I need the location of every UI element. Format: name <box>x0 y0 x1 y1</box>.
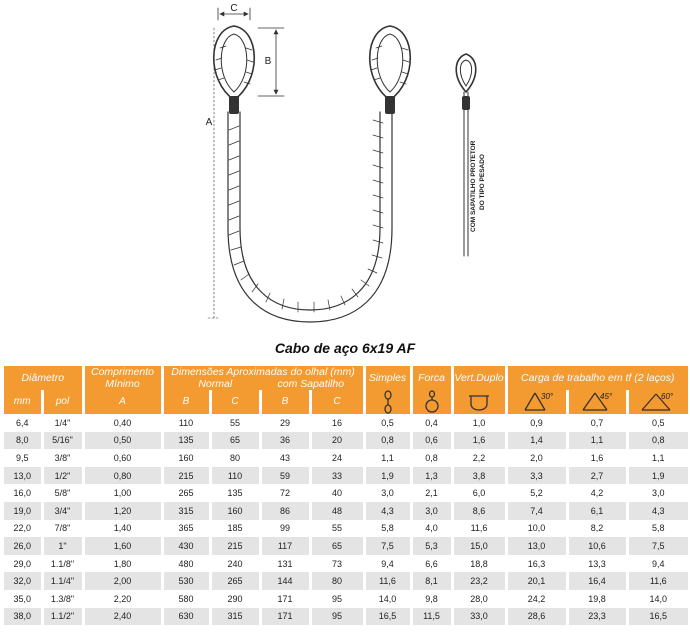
table-cell: 55 <box>210 414 260 432</box>
table-cell: 630 <box>162 608 210 626</box>
table-cell: 1,40 <box>83 520 162 538</box>
table-row <box>4 590 688 608</box>
table-cell: 32,0 <box>4 572 42 590</box>
table-cell: 19,8 <box>567 590 627 608</box>
header-com-sapatilho: com Sapatilho <box>277 378 345 390</box>
table-cell: 29 <box>260 414 310 432</box>
table-cell: 6,1 <box>567 502 627 520</box>
table-cell: 5/8" <box>42 484 83 502</box>
table-row <box>4 572 688 590</box>
table-cell: 0,80 <box>83 467 162 485</box>
table-cell: 290 <box>210 590 260 608</box>
table-cell: 55 <box>310 520 364 538</box>
table-cell: 10,0 <box>506 520 567 538</box>
header-vert-duplo: Vert.Duplo <box>452 366 506 390</box>
table-cell: 33 <box>310 467 364 485</box>
table-row <box>4 484 688 502</box>
table-cell: 3/8" <box>42 449 83 467</box>
table-cell: 72 <box>260 484 310 502</box>
table-cell: 2,7 <box>567 467 627 485</box>
table-cell: 5,3 <box>411 537 452 555</box>
table-cell: 28,6 <box>506 608 567 626</box>
table-cell: 2,20 <box>83 590 162 608</box>
table-cell: 8,0 <box>4 432 42 450</box>
table-cell: 18,8 <box>452 555 506 573</box>
table-cell: 1.1/8" <box>42 555 83 573</box>
specs-table <box>4 366 688 625</box>
table-cell: 13,0 <box>4 467 42 485</box>
table-cell: 7,4 <box>506 502 567 520</box>
table-row <box>4 502 688 520</box>
header-row-bottom <box>4 390 688 414</box>
table-cell: 16,4 <box>567 572 627 590</box>
table-cell: 1,9 <box>627 467 688 485</box>
table-cell: 20 <box>310 432 364 450</box>
table-cell: 1,1 <box>364 449 411 467</box>
table-cell: 1,1 <box>627 449 688 467</box>
table-cell: 13,3 <box>567 555 627 573</box>
header-a: A <box>83 390 162 414</box>
table-cell: 1.1/4" <box>42 572 83 590</box>
table-cell: 16,3 <box>506 555 567 573</box>
header-dimensoes-subtitles <box>164 378 363 390</box>
angle-30-label: 30° <box>540 392 553 401</box>
header-b-normal: B <box>162 390 210 414</box>
table-cell: 15,0 <box>452 537 506 555</box>
table-cell: 16,5 <box>627 608 688 626</box>
table-cell: 80 <box>210 449 260 467</box>
forca-icon <box>411 390 452 414</box>
table-cell: 1,6 <box>567 449 627 467</box>
header-comprimento <box>83 366 162 390</box>
table-cell: 2,0 <box>506 449 567 467</box>
angle-30-icon <box>506 390 567 414</box>
table-cell: 1,00 <box>83 484 162 502</box>
table-cell: 1,20 <box>83 502 162 520</box>
table-cell: 24,2 <box>506 590 567 608</box>
vert-duplo-icon <box>452 390 506 414</box>
table-cell: 1.1/2" <box>42 608 83 626</box>
simples-icon <box>364 390 411 414</box>
table-cell: 80 <box>310 572 364 590</box>
table-cell: 8,1 <box>411 572 452 590</box>
header-c-sapatilho: C <box>310 390 364 414</box>
angle-45-icon <box>567 390 627 414</box>
table-cell: 19,0 <box>4 502 42 520</box>
table-cell: 22,0 <box>4 520 42 538</box>
table-cell: 40 <box>310 484 364 502</box>
header-carga: Carga de trabalho em tf (2 laços) <box>506 366 688 390</box>
table-cell: 215 <box>162 467 210 485</box>
table-cell: 3/4" <box>42 502 83 520</box>
table-cell: 1/2" <box>42 467 83 485</box>
table-cell: 99 <box>260 520 310 538</box>
table-row <box>4 537 688 555</box>
table-cell: 7/8" <box>42 520 83 538</box>
table-cell: 1,3 <box>411 467 452 485</box>
table-cell: 0,60 <box>83 449 162 467</box>
table-cell: 95 <box>310 590 364 608</box>
header-forca: Forca <box>411 366 452 390</box>
table-row <box>4 432 688 450</box>
table-cell: 1,9 <box>364 467 411 485</box>
table-cell: 8,6 <box>452 502 506 520</box>
table-cell: 2,00 <box>83 572 162 590</box>
table-cell: 9,8 <box>411 590 452 608</box>
table-cell: 315 <box>210 608 260 626</box>
table-cell: 0,5 <box>627 414 688 432</box>
table-cell: 1,0 <box>452 414 506 432</box>
header-pol: pol <box>42 390 83 414</box>
table-cell: 1,80 <box>83 555 162 573</box>
table-cell: 29,0 <box>4 555 42 573</box>
table-cell: 530 <box>162 572 210 590</box>
table-cell: 160 <box>210 502 260 520</box>
table-cell: 0,8 <box>627 432 688 450</box>
header-row-top <box>4 366 688 390</box>
thimble-caption-2: DO TIPO PESADO <box>479 154 486 210</box>
table-cell: 4,3 <box>364 502 411 520</box>
table-cell: 26,0 <box>4 537 42 555</box>
header-c-normal: C <box>210 390 260 414</box>
table-cell: 480 <box>162 555 210 573</box>
dimension-b-label: B <box>264 56 272 67</box>
table-cell: 11,6 <box>364 572 411 590</box>
table-cell: 5,2 <box>506 484 567 502</box>
table-cell: 35,0 <box>4 590 42 608</box>
table-cell: 185 <box>210 520 260 538</box>
table-cell: 110 <box>162 414 210 432</box>
page-title: Cabo de aço 6x19 AF <box>274 340 416 356</box>
table-row <box>4 555 688 573</box>
table-cell: 1,1 <box>567 432 627 450</box>
table-cell: 0,9 <box>506 414 567 432</box>
table-cell: 3,3 <box>506 467 567 485</box>
table-cell: 7,5 <box>627 537 688 555</box>
table-row <box>4 467 688 485</box>
table-cell: 86 <box>260 502 310 520</box>
header-comprimento-l1: Comprimento <box>91 366 155 378</box>
table-cell: 3,0 <box>364 484 411 502</box>
header-mm: mm <box>4 390 42 414</box>
table-cell: 65 <box>310 537 364 555</box>
table-cell: 135 <box>162 432 210 450</box>
table-cell: 10,6 <box>567 537 627 555</box>
table-cell: 5/16" <box>42 432 83 450</box>
table-cell: 1/4" <box>42 414 83 432</box>
table-cell: 38,0 <box>4 608 42 626</box>
table-cell: 4,2 <box>567 484 627 502</box>
table-row <box>4 608 688 626</box>
table-cell: 580 <box>162 590 210 608</box>
table-cell: 16,0 <box>4 484 42 502</box>
header-dimensoes <box>162 366 364 390</box>
table-cell: 48 <box>310 502 364 520</box>
table-cell: 0,5 <box>364 414 411 432</box>
table-cell: 265 <box>210 572 260 590</box>
table-cell: 95 <box>310 608 364 626</box>
table-cell: 1" <box>42 537 83 555</box>
table-cell: 24 <box>310 449 364 467</box>
table-cell: 5,8 <box>364 520 411 538</box>
table-cell: 1.3/8" <box>42 590 83 608</box>
angle-60-label: 60° <box>661 392 674 401</box>
table-cell: 0,50 <box>83 432 162 450</box>
table-cell: 65 <box>210 432 260 450</box>
table-cell: 3,8 <box>452 467 506 485</box>
specs-table-body <box>4 414 688 625</box>
table-cell: 16 <box>310 414 364 432</box>
table-row <box>4 449 688 467</box>
table-cell: 8,2 <box>567 520 627 538</box>
table-cell: 6,6 <box>411 555 452 573</box>
table-cell: 0,7 <box>567 414 627 432</box>
table-cell: 1,6 <box>452 432 506 450</box>
table-cell: 14,0 <box>364 590 411 608</box>
table-cell: 11,5 <box>411 608 452 626</box>
table-cell: 240 <box>210 555 260 573</box>
table-cell: 4,3 <box>627 502 688 520</box>
table-cell: 23,3 <box>567 608 627 626</box>
table-cell: 171 <box>260 608 310 626</box>
table-cell: 6,4 <box>4 414 42 432</box>
table-cell: 5,8 <box>627 520 688 538</box>
table-cell: 365 <box>162 520 210 538</box>
table-cell: 215 <box>210 537 260 555</box>
table-cell: 23,2 <box>452 572 506 590</box>
table-cell: 7,5 <box>364 537 411 555</box>
table-cell: 6,0 <box>452 484 506 502</box>
table-cell: 144 <box>260 572 310 590</box>
table-cell: 160 <box>162 449 210 467</box>
header-comprimento-l2: Mínimo <box>105 378 140 390</box>
table-cell: 43 <box>260 449 310 467</box>
header-simples: Simples <box>364 366 411 390</box>
table-row <box>4 414 688 432</box>
header-b-sapatilho: B <box>260 390 310 414</box>
table-cell: 1,4 <box>506 432 567 450</box>
table-cell: 20,1 <box>506 572 567 590</box>
table-cell: 265 <box>162 484 210 502</box>
table-cell: 171 <box>260 590 310 608</box>
thimble-caption-1: COM SAPATILHO PROTETOR <box>470 140 477 232</box>
table-cell: 33,0 <box>452 608 506 626</box>
table-cell: 131 <box>260 555 310 573</box>
table-cell: 0,8 <box>411 449 452 467</box>
table-cell: 430 <box>162 537 210 555</box>
dimension-c-label: C <box>230 3 238 14</box>
table-cell: 135 <box>210 484 260 502</box>
table-cell: 13,0 <box>506 537 567 555</box>
table-cell: 11,6 <box>627 572 688 590</box>
table-cell: 315 <box>162 502 210 520</box>
header-normal: Normal <box>198 378 233 390</box>
table-cell: 9,5 <box>4 449 42 467</box>
table-cell: 9,4 <box>364 555 411 573</box>
table-cell: 3,0 <box>627 484 688 502</box>
table-cell: 28,0 <box>452 590 506 608</box>
angle-60-icon <box>627 390 688 414</box>
table-cell: 0,8 <box>364 432 411 450</box>
header-dimensoes-title: Dimensões Aproximadas do olhal (mm) <box>171 366 355 378</box>
table-cell: 11,6 <box>452 520 506 538</box>
table-cell: 0,6 <box>411 432 452 450</box>
table-cell: 0,40 <box>83 414 162 432</box>
table-cell: 73 <box>310 555 364 573</box>
table-cell: 1,60 <box>83 537 162 555</box>
table-cell: 117 <box>260 537 310 555</box>
table-cell: 14,0 <box>627 590 688 608</box>
table-cell: 9,4 <box>627 555 688 573</box>
dimension-a-label: A <box>205 117 213 128</box>
table-cell: 2,1 <box>411 484 452 502</box>
angle-45-label: 45° <box>600 392 613 401</box>
table-cell: 59 <box>260 467 310 485</box>
table-cell: 16,5 <box>364 608 411 626</box>
table-cell: 3,0 <box>411 502 452 520</box>
table-cell: 36 <box>260 432 310 450</box>
table-cell: 2,40 <box>83 608 162 626</box>
header-diametro: Diâmetro <box>4 366 83 390</box>
table-cell: 2,2 <box>452 449 506 467</box>
table-cell: 0,4 <box>411 414 452 432</box>
table-cell: 110 <box>210 467 260 485</box>
table-row <box>4 520 688 538</box>
table-cell: 4,0 <box>411 520 452 538</box>
